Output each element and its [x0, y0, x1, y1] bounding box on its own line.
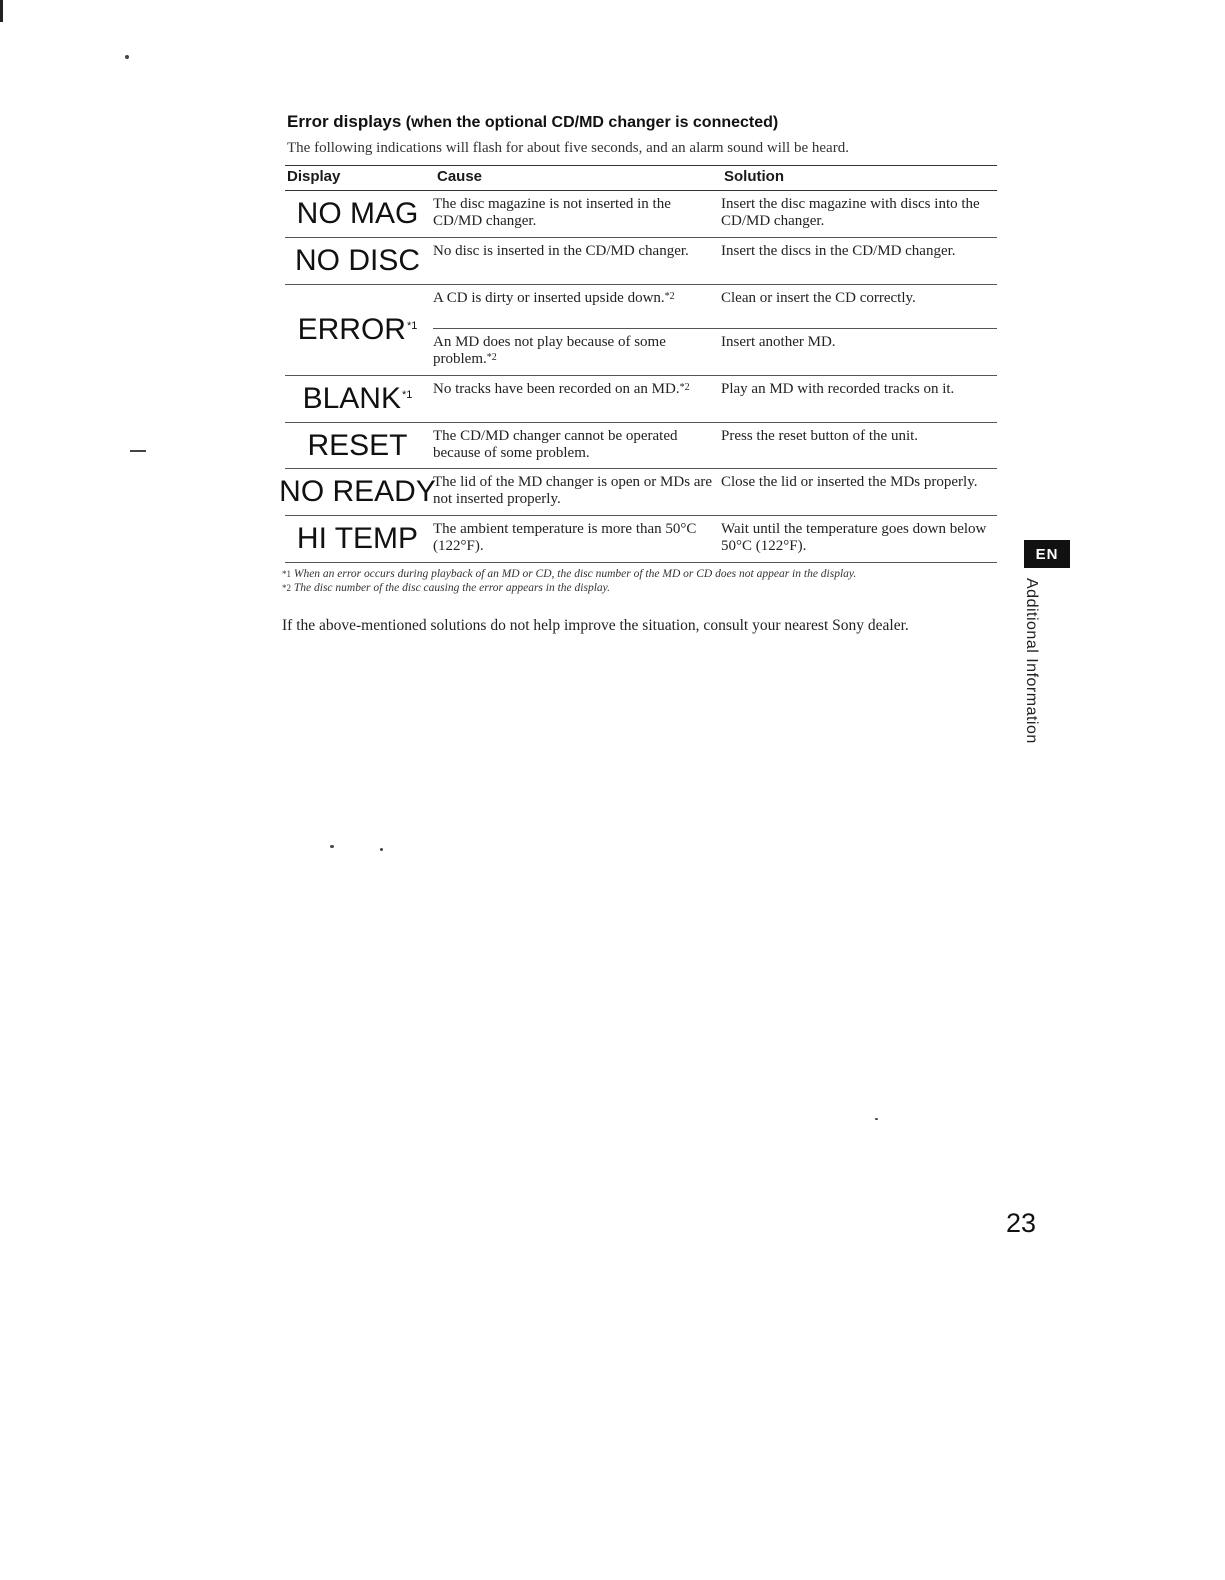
table-entry	[285, 516, 997, 562]
section-side-label: Additional Information	[1023, 578, 1040, 744]
cause-text: A CD is dirty or inserted upside down.$^{*2}$	[433, 290, 675, 306]
scan-speck	[380, 848, 383, 851]
table-row	[285, 191, 997, 238]
language-badge: EN	[1024, 540, 1070, 568]
page-number: 23	[1006, 1208, 1037, 1238]
scan-speck	[130, 450, 146, 452]
display-code: HI TEMP	[296, 522, 419, 555]
footnote-mark: *2	[486, 352, 497, 363]
footnote-mark: *1	[406, 320, 418, 332]
display-code: NO READY	[279, 475, 436, 508]
solution-text: Close the lid or inserted the MDs properly.	[721, 474, 978, 490]
footnote-mark: *2	[664, 291, 675, 302]
cause-text: No tracks have been recorded on an MD.$^{*2}$	[433, 381, 690, 397]
table-row	[285, 238, 997, 285]
solution-text: Wait until the temperature goes down below 50°C (122°F).	[721, 521, 987, 554]
closing-paragraph: If the above-mentioned solutions do not help improve the situation, consult your nearest Sony dealer.	[282, 617, 909, 634]
cause-text: The ambient temperature is more than 50°C (122°F).	[433, 521, 697, 554]
section-heading	[287, 112, 1007, 132]
table-entry	[279, 469, 997, 515]
display-code: NO DISC	[294, 244, 420, 277]
solution-text: Insert another MD.	[721, 334, 836, 350]
table-row	[285, 516, 997, 563]
cause-text: The lid of the MD changer is open or MDs are not inserted properly.	[433, 474, 713, 507]
header-display: Display	[287, 168, 341, 185]
footnote-mark: *2	[679, 382, 690, 393]
footnote-mark: *1	[401, 389, 413, 401]
table-header	[285, 166, 997, 191]
solution-text: Insert the discs in the CD/MD changer.	[721, 243, 956, 259]
display-code: BLANK $^{*1}$	[302, 382, 413, 415]
table-row	[285, 423, 997, 469]
solution-text: Play an MD with recorded tracks on it.	[721, 381, 955, 397]
display-code: NO MAG	[296, 197, 419, 230]
footnotes	[282, 567, 1002, 595]
intro-text: The following indications will flash for about five seconds, and an alarm sound will be heard.	[287, 140, 849, 156]
solution-text: Clean or insert the CD correctly.	[721, 290, 916, 306]
solution-text: Press the reset button of the unit.	[721, 428, 919, 444]
cause-text: The CD/MD changer cannot be operated because of some problem.	[433, 428, 678, 461]
table-row	[285, 376, 997, 423]
header-cause: Cause	[437, 168, 483, 185]
display-code: RESET	[307, 428, 408, 462]
display-code: ERROR $^{*1}$	[297, 313, 418, 346]
scan-speck	[330, 845, 334, 848]
page-edge-mark	[0, 0, 3, 22]
scan-speck	[125, 55, 129, 59]
cause-text: An MD does not play because of some problem.$^{*2}$	[433, 334, 666, 367]
section-subtitle: (when the optional CD/MD changer is connected)	[405, 114, 779, 131]
cause-text: The disc magazine is not inserted in the CD/MD changer.	[433, 196, 671, 229]
solution-text: Insert the disc magazine with discs into the CD/MD changer.	[721, 196, 980, 229]
header-solution: Solution	[724, 168, 784, 185]
section-title: Error displays	[287, 112, 402, 131]
table-entry	[285, 238, 997, 284]
footnote-1: $^{*1}$ When an error occurs during playback of an MD or CD, the disc number of the MD or CD does not appear in the display.	[282, 568, 857, 580]
table-entry	[285, 423, 997, 468]
table-row	[285, 285, 997, 376]
table-row	[279, 469, 997, 516]
cause-text: No disc is inserted in the CD/MD changer.	[433, 243, 689, 259]
table-entry	[433, 328, 997, 375]
table-entry	[285, 191, 997, 237]
scan-speck	[875, 1118, 878, 1120]
footnote-2: $^{*2}$ The disc number of the disc causing the error appears in the display.	[282, 582, 610, 594]
table-entry	[285, 376, 997, 422]
table-entry	[285, 285, 997, 328]
error-display-table	[279, 165, 997, 563]
